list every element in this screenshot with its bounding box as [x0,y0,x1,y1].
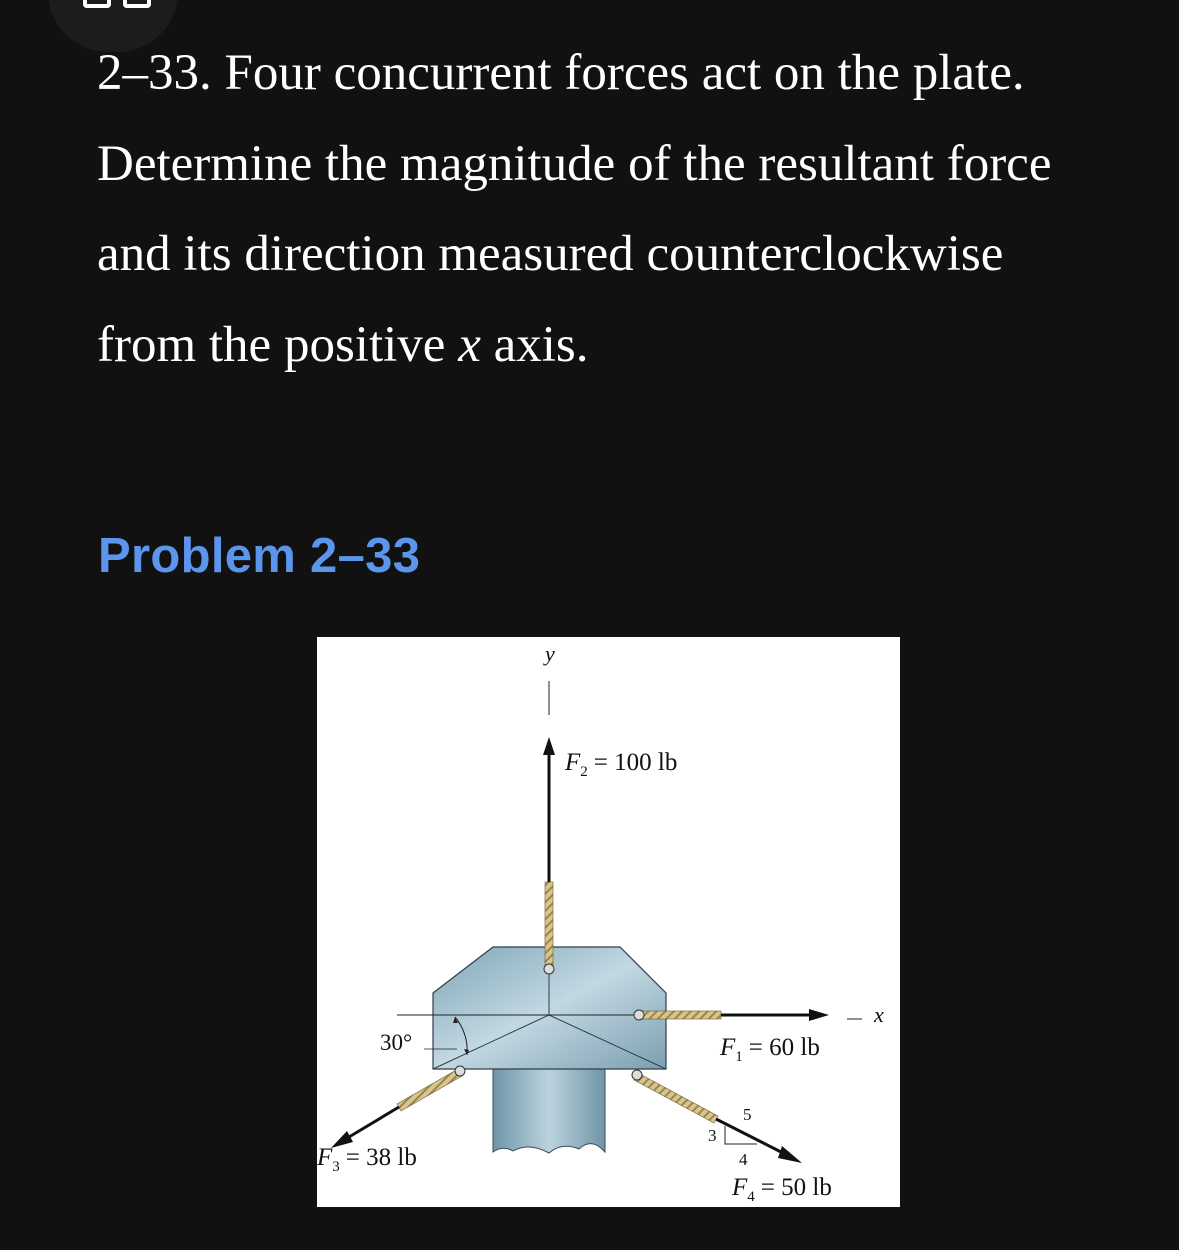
slope-label-hyp: 5 [743,1105,752,1124]
ring-f4 [632,1070,642,1080]
problem-figure [317,637,900,1207]
label-f4: $F_4 = 50$ lb [732,1174,832,1205]
problem-statement [97,28,1097,390]
problem-text-end: axis. [493,316,589,373]
axis-label-y: y [545,641,555,666]
slope-label-rise: 3 [708,1126,717,1145]
app-icon [83,0,111,8]
problem-number: 2–33. [97,45,212,101]
ring-f1 [634,1010,644,1020]
slope-label-run: 4 [739,1150,748,1169]
label-f1: $F_1 = 60$ lb [720,1034,820,1065]
problem-heading: Problem 2–33 [98,529,421,583]
force-diagram [317,637,900,1207]
arrow-f3 [349,1107,399,1137]
ring-f3 [455,1066,465,1076]
arrow-f4-head [778,1146,802,1163]
ring-f2 [544,964,554,974]
angle-label-f3: 30° [380,1030,413,1055]
rope-f3 [397,1069,462,1111]
label-f3: $F_3 = 38$ lb [317,1144,417,1175]
axis-variable: x [458,316,481,373]
axis-label-x: x [874,1002,884,1027]
arrow-f1-head [809,1009,829,1021]
app-icon [123,0,151,8]
rope-f4 [634,1073,718,1123]
slope-triangle [725,1126,757,1144]
arrow-f4 [716,1119,783,1153]
problem-text-main: Four concurrent forces act on the plate. Determine the magnitude of the resultant force and its direction measured counterclockwise from the positive [97,45,1052,373]
arrow-f2-head [543,737,555,755]
rope-f2 [545,882,553,969]
plate-stem [493,1067,605,1153]
rope-f1 [639,1011,721,1019]
label-f2: $F_2 = 100$ lb [565,749,678,780]
